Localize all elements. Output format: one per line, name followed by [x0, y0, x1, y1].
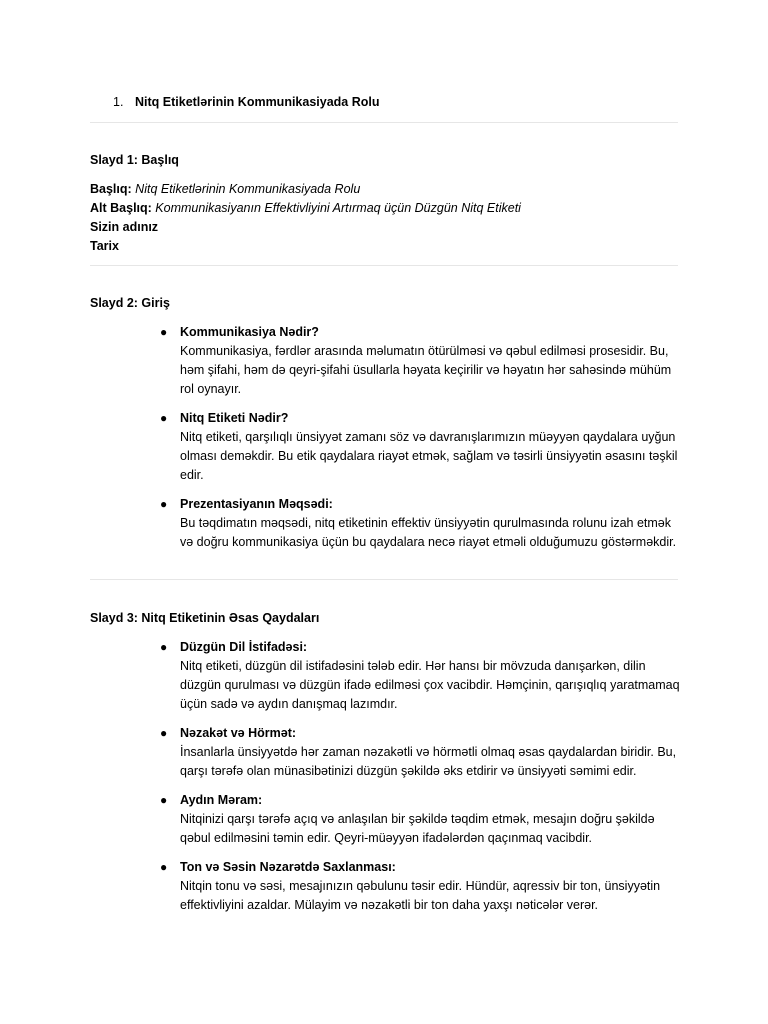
bullet-body: İnsanlarla ünsiyyətdə hər zaman nəzakətli və hörmətli olmaq əsas qaydalardan biridir. Bu, qarşı tərəfə olan münasibətinizi düzgün şəkildə əks etdirir və ünsiyyəti səmimi edir. — [180, 745, 677, 778]
list-item — [160, 323, 680, 399]
subtitle-label: Alt Başlıq: — [90, 201, 152, 215]
divider — [90, 122, 678, 123]
bullet-title: Nitq Etiketi Nədir? — [180, 411, 289, 425]
bullet-icon: ● — [160, 497, 168, 511]
author-name: Sizin adınız — [90, 220, 159, 234]
bullet-body: Nitq etiketi, qarşılıqlı ünsiyyət zamanı söz və davranışlarımızın müəyyən qaydalara uyğun olması deməkdir. Bu etik qaydalara riayət etmək, sağlam və təsirli ünsiyyətin əsasını təşkil edir. — [180, 430, 678, 482]
bullet-title: Kommunikasiya Nədir? — [180, 325, 319, 339]
list-item — [160, 858, 680, 915]
bullet-body: Kommunikasiya, fərdlər arasında məlumatın ötürülməsi və qəbul edilməsi prosesidir. Bu, həm şifahi, həm də qeyri-şifahi üsullarla həyata keçirilir və həyatın hər sahəsində mühüm rol oynayır. — [180, 344, 672, 396]
bullet-body: Nitqin tonu və səsi, mesajınızın qəbulunu təsir edir. Hündür, aqressiv bir ton, ünsiyyətin effektivliyini azaldar. Mülayim və nəzakətli bir ton daha yaxşı nəticələr verər. — [180, 879, 661, 912]
bullet-title: Nəzakət və Hörmət: — [180, 726, 297, 740]
slide2-bullet-list — [160, 323, 680, 552]
list-item — [160, 409, 680, 485]
document-heading — [113, 94, 380, 110]
subtitle-value: Kommunikasiyanın Effektivliyini Artırmaq üçün Düzgün Nitq Etiketi — [155, 201, 521, 215]
list-item — [160, 495, 680, 552]
divider — [90, 265, 678, 266]
bullet-icon: ● — [160, 726, 168, 740]
bullet-body: Nitq etiketi, düzgün dil istifadəsini tələb edir. Hər hansı bir mövzuda danışarkən, dilin düzgün qurulması və düzgün ifadə edilməsi çox vacibdir. Həmçinin, qarışıqlıq yaratmamaq üçün sadə və aydın danışmaq lazımdır. — [180, 659, 680, 711]
bullet-icon: ● — [160, 325, 168, 339]
bullet-body: Nitqinizi qarşı tərəfə açıq və anlaşılan bir şəkildə təqdim etmək, mesajın doğru şəkildə qəbul edilməsini təmin edir. Qeyri-müəyyən ifadələrdən qaçınmaq vacibdir. — [180, 812, 655, 845]
slide1-details — [90, 180, 521, 256]
slide2-title: Slayd 2: Giriş — [90, 296, 170, 310]
bullet-icon: ● — [160, 860, 168, 874]
bullet-title: Prezentasiyanın Məqsədi: — [180, 497, 333, 511]
title-value: Nitq Etiketlərinin Kommunikasiyada Rolu — [135, 182, 361, 196]
list-item — [160, 791, 680, 848]
heading-title: Nitq Etiketlərinin Kommunikasiyada Rolu — [135, 95, 380, 109]
slide1-title: Slayd 1: Başlıq — [90, 153, 179, 167]
bullet-icon: ● — [160, 411, 168, 425]
bullet-icon: ● — [160, 640, 168, 654]
slide3-bullet-list — [160, 638, 680, 915]
list-item — [160, 724, 680, 781]
divider — [90, 579, 678, 580]
date-label: Tarix — [90, 239, 119, 253]
slide1-subtitle-row — [90, 199, 521, 218]
bullet-icon: ● — [160, 793, 168, 807]
heading-number: 1. — [113, 95, 124, 109]
list-item — [160, 638, 680, 714]
bullet-title: Düzgün Dil İstifadəsi: — [180, 640, 308, 654]
bullet-title: Aydın Məram: — [180, 793, 263, 807]
slide1-title-row — [90, 180, 521, 199]
bullet-body: Bu təqdimatın məqsədi, nitq etiketinin effektiv ünsiyyətin qurulmasında rolunu izah etmək və doğru kommunikasiya üçün bu qaydalara necə riayət etməli olduğumuzu göstərməkdir. — [180, 516, 677, 549]
slide3-title: Slayd 3: Nitq Etiketinin Əsas Qaydaları — [90, 611, 320, 625]
bullet-title: Ton və Səsin Nəzarətdə Saxlanması: — [180, 860, 396, 874]
title-label: Başlıq: — [90, 182, 132, 196]
